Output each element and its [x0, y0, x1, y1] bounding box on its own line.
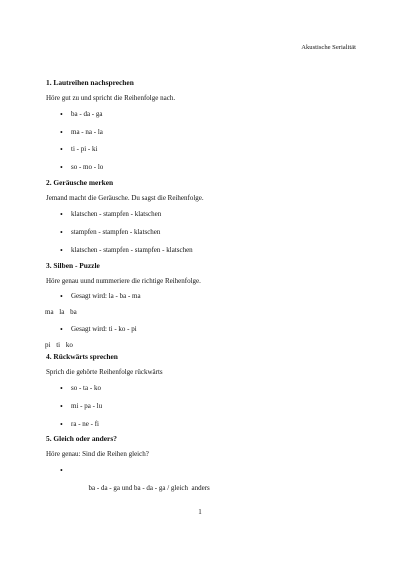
bullet-icon: • — [60, 401, 63, 411]
list-item-text: Gesagt wird: la - ba - ma — [71, 291, 141, 300]
puzzle-list — [46, 292, 356, 301]
list-item-text: klatschen - stampfen - klatschen — [71, 209, 162, 218]
bullet-icon: • — [60, 145, 63, 154]
syllable-row: ma la ba — [45, 307, 77, 316]
sequence-list — [46, 384, 356, 429]
sequence-list — [46, 466, 356, 502]
list-item — [46, 128, 356, 137]
list-item — [46, 402, 356, 411]
puzzle-list — [46, 325, 356, 334]
list-item-text: Gesagt wird: ti - ko - pi — [71, 324, 137, 333]
section-heading: 5. Gleich oder anders? — [46, 433, 117, 443]
section-instruction: Höre gut zu und spricht die Reihenfolge nach. — [46, 94, 176, 102]
list-item-text: ba - da - ga — [71, 110, 103, 118]
sequence-list — [46, 110, 356, 172]
bullet-icon: • — [60, 324, 63, 334]
list-item-text: ti - pi - ki — [71, 145, 98, 153]
section-instruction: Höre genau: Sind die Reihen gleich? — [46, 449, 149, 458]
section-instruction: Jemand macht die Geräusche. Du sagst die Reihenfolge. — [46, 193, 204, 202]
list-item — [46, 210, 356, 219]
section-instruction: Höre genau uund nummeriere die richtige Reihenfolge. — [46, 276, 201, 285]
section-heading: 4. Rückwärts sprechen — [46, 351, 118, 361]
list-item — [46, 145, 356, 154]
section-rueckwaerts — [46, 352, 356, 429]
worksheet-content — [46, 78, 356, 502]
section-geraeusche — [46, 178, 356, 255]
bullet-icon: • — [60, 419, 63, 429]
section-heading: 3. Silben - Puzzle — [46, 260, 100, 270]
list-item-text: so - ta - ko — [71, 383, 101, 392]
list-item — [46, 163, 356, 172]
list-item — [46, 292, 356, 301]
bullet-icon: • — [60, 110, 63, 119]
list-item — [46, 228, 356, 237]
bullet-icon: • — [60, 465, 63, 475]
list-item-text: ba - da - ga und ba - da - ga / gleich anders — [88, 483, 210, 492]
bullet-icon: • — [60, 227, 63, 237]
section-silben-puzzle — [46, 261, 356, 350]
list-item-text: stampfen - stampfen - klatschen — [71, 227, 161, 236]
bullet-icon: • — [60, 127, 63, 137]
list-item — [46, 420, 356, 429]
bullet-icon: • — [60, 383, 63, 393]
list-item — [46, 466, 356, 502]
bullet-icon: • — [60, 162, 63, 172]
section-gleich-oder-anders — [46, 434, 356, 502]
bullet-icon: • — [60, 291, 63, 301]
list-item — [46, 384, 356, 393]
list-item — [46, 110, 356, 119]
section-instruction: Sprich die gehörte Reihenfolge rückwärts — [46, 367, 163, 376]
section-heading: 1. Lautreihen nachsprechen — [46, 78, 134, 87]
list-item-text: mi - pa - lu — [71, 401, 103, 410]
list-item — [46, 246, 356, 255]
page-header-title: Akustische Serialität — [301, 44, 356, 51]
list-item-text: so - mo - lo — [71, 162, 104, 171]
bullet-icon: • — [60, 245, 63, 255]
list-item-text: ra - ne - fi — [71, 419, 99, 428]
bullet-icon: • — [60, 209, 63, 219]
syllable-row: pi ti ko — [45, 340, 73, 349]
section-heading: 2. Geräusche merken — [46, 177, 114, 187]
page-number: 1 — [198, 508, 202, 516]
section-lautreihen — [46, 78, 356, 172]
list-item — [46, 325, 356, 334]
list-item-text: klatschen - stampfen - stampfen - klatschen — [71, 245, 193, 254]
list-item-text: ma - na - la — [71, 127, 103, 136]
sequence-list — [46, 210, 356, 255]
